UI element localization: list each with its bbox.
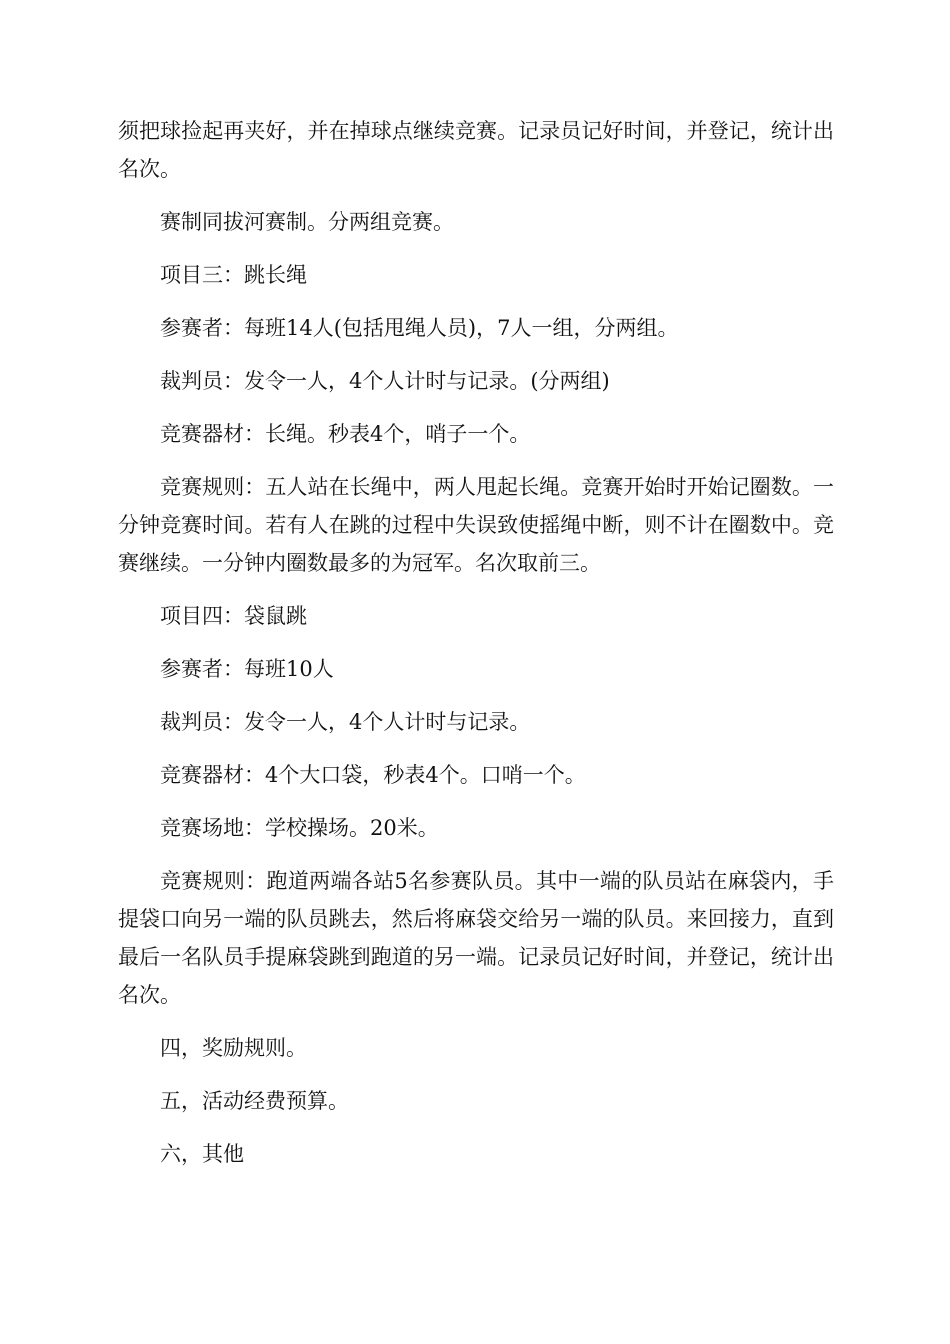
paragraph-equipment: 竞赛器材：4个大口袋，秒表4个。口哨一个。 [160, 763, 586, 787]
document-body [118, 112, 834, 1173]
paragraph-venue: 竞赛场地：学校操场。20米。 [160, 816, 439, 840]
section-heading-other: 六，其他 [160, 1142, 244, 1166]
section-heading-item-three: 项目三：跳长绳 [160, 263, 307, 287]
paragraph-participants: 参赛者：每班10人 [160, 657, 334, 681]
paragraph-equipment: 竞赛器材：长绳。秒表4个，哨子一个。 [160, 422, 531, 446]
paragraph-continuation: 须把球捡起再夹好，并在掉球点继续竞赛。记录员记好时间，并登记，统计出名次。 [118, 119, 834, 181]
paragraph-referees: 裁判员：发令一人，4个人计时与记录。(分两组) [160, 369, 610, 393]
paragraph-rules: 竞赛规则：跑道两端各站5名参赛队员。其中一端的队员站在麻袋内，手提袋口向另一端的队员跳去，然后将麻袋交给另一端的队员。来回接力，直到最后一名队员手提麻袋跳到跑道的另一端。记录员记好时间，并登记，统计出名次。 [118, 869, 834, 1007]
section-heading-awards: 四，奖励规则。 [160, 1036, 307, 1060]
section-heading-budget: 五，活动经费预算。 [160, 1089, 349, 1113]
paragraph-tug-of-war-format: 赛制同拔河赛制。分两组竞赛。 [160, 210, 454, 234]
paragraph-referees: 裁判员：发令一人，4个人计时与记录。 [160, 710, 531, 734]
paragraph-participants: 参赛者：每班14人(包括甩绳人员)，7人一组，分两组。 [160, 316, 679, 340]
paragraph-rules: 竞赛规则：五人站在长绳中，两人甩起长绳。竞赛开始时开始记圈数。一分钟竞赛时间。若有人在跳的过程中失误致使摇绳中断，则不计在圈数中。竞赛继续。一分钟内圈数最多的为冠军。名次取前三。 [118, 475, 834, 575]
section-heading-item-four: 项目四：袋鼠跳 [160, 604, 307, 628]
